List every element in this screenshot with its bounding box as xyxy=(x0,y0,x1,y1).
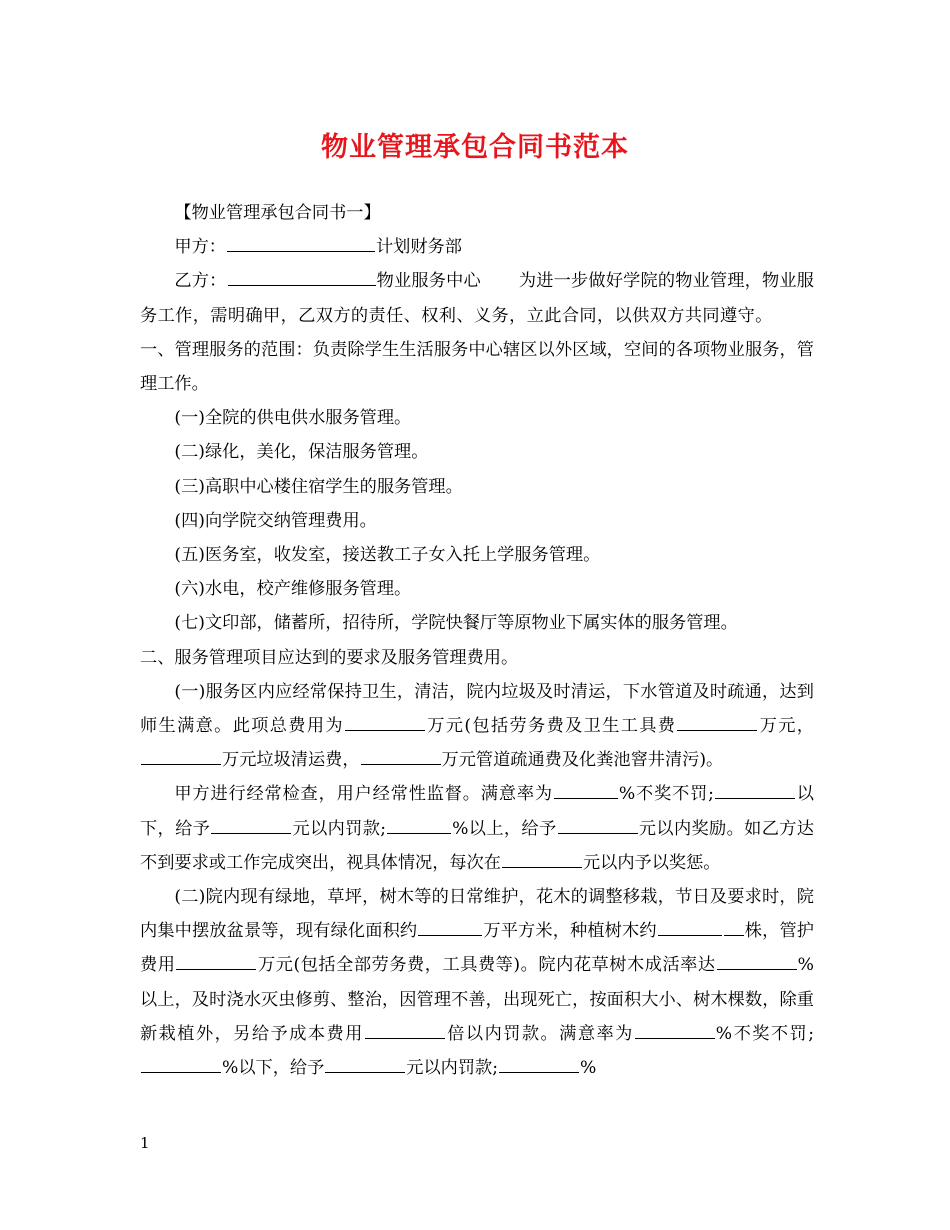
inspection-paragraph: 甲方进行经常检查，用户经常性监督。满意率为 %不奖不罚; 以下，给予 元以内罚款; %以上，给予 元以内奖励。如乙方达不到要求或工作完成突出，视具体情况，每次在 元以内予以奖惩。 xyxy=(140,777,814,880)
blank-line xyxy=(361,747,441,765)
greening-paragraph: (二)院内现有绿地，草坪，树木等的日常维护，花木的调整移栽，节日及要求时，院内集中摆放盆景等，现有绿化面积约 万平方米，种植树木约 株，管护费用 万元(包括全部劳务费，工具费等)。院内花草树木成活率达 %以上，及时浇水灭虫修剪、整治，因管理不善，出现死亡，按面积大小、树木棵数，除重新栽植外，另给予成本费用 倍以内罚款。满意率为 %不奖不罚;%以下，给予 元以内罚款; % xyxy=(140,887,814,1079)
blank-line xyxy=(365,1021,445,1039)
blank-line xyxy=(387,815,451,833)
page-number: 1 xyxy=(140,1134,150,1152)
blank-line xyxy=(558,815,638,833)
blank-line xyxy=(724,918,744,936)
blank-line xyxy=(554,781,618,799)
blank-line xyxy=(325,1055,405,1073)
blank-line xyxy=(418,918,482,936)
list-item: (五)医务室，收发室，接送教工子女入托上学服务管理。 xyxy=(174,545,601,566)
blank-line xyxy=(211,815,291,833)
blank-line xyxy=(635,1021,715,1039)
blank-line xyxy=(141,747,221,765)
list-item: (四)向学院交纳管理费用。 xyxy=(174,510,377,531)
section-2-heading: 二、服务管理项目应达到的要求及服务管理费用。 xyxy=(140,647,519,668)
document-title: 物业管理承包合同书范本 xyxy=(321,132,629,163)
blank-line xyxy=(677,713,757,731)
blank-line xyxy=(715,781,795,799)
blank-line xyxy=(658,918,722,936)
blank-line xyxy=(228,268,376,286)
blank-line xyxy=(227,234,375,252)
cleaning-paragraph: (一)服务区内应经常保持卫生，清洁，院内垃圾及时清运，下水管道及时疏通，达到师生满意。此项总费用为 万元(包括劳务费及卫生工具费 万元，万元垃圾清运费， 万元管道疏通费及化粪池窨井清污)。 xyxy=(140,681,814,771)
list-item: (一)全院的供电供水服务管理。 xyxy=(174,408,412,429)
party-a-line: 甲方： 计划财务部 xyxy=(140,230,814,264)
list-item: (三)高职中心楼住宿学生的服务管理。 xyxy=(174,476,463,497)
blank-line xyxy=(499,1055,579,1073)
party-b-paragraph: 乙方： 物业服务中心 为进一步做好学院的物业管理，物业服务工作，需明确甲，乙双方的责任、权利、义务，立此合同，以供双方共同遵守。一、管理服务的范围：负责除学生生活服务中心辖区以外区域，空间的各项物业服务，管理工作。 xyxy=(140,264,814,401)
document-body xyxy=(140,196,814,1085)
blank-line xyxy=(345,713,425,731)
blank-line xyxy=(717,952,797,970)
blank-line xyxy=(502,850,582,868)
list-item: (七)文印部，储蓄所，招待所，学院快餐厅等原物业下属实体的服务管理。 xyxy=(174,613,738,634)
section-heading: 【物业管理承包合同书一】 xyxy=(174,203,381,223)
list-item: (二)绿化，美化，保洁服务管理。 xyxy=(174,442,429,463)
blank-line xyxy=(176,952,256,970)
list-item: (六)水电，校产维修服务管理。 xyxy=(174,579,412,600)
blank-line xyxy=(141,1055,221,1073)
